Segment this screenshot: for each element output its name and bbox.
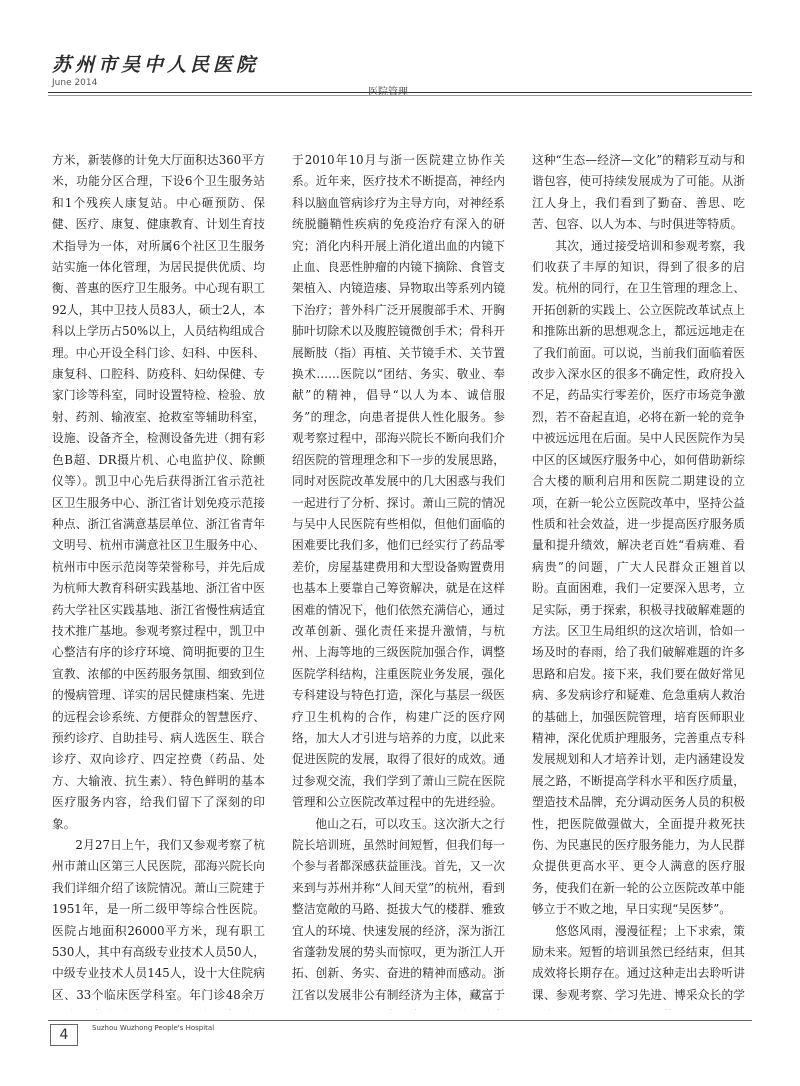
paragraph: 2月27日上午，我们又参观考察了杭州市萧山区第三人民医院，邵海兴院长向我们详细介绍了该院情况。萧山三院建于1951年，是一所二级甲等综合性医院。医院占地面积26000平方米，现有职工530人，其中有高级专业技术人员50人，中级专业技术人员145人，设十大住院病区、33个临床医学科室。年门诊48余万 [52,838,265,1002]
paragraph: 方米，新装修的计免大厅面积达360平方米，功能分区合理，下设6个卫生服务站和1个残疾人康复站。中心砸预防、保健、医疗、康复、健康教育、计划生育技术指导为一体，对所属6个社区卫生服务站实施一体化管理，为居民提供优质、均衡、普惠的医疗卫生服务。中心现有职工92人，其中卫技人员83人，硕士2人，本科以上学历占50%以上，人员结构组成合理。中心开设全科门诊、妇科、中医科、康复科、口腔科、防疫科、妇幼保健、专家门诊等科室，同时设置特检、检验、放射、药剂、输液室、抢救室等辅助科室，设施、设备齐全，检测设备先进（拥有彩色B超、DR摄片机、心电监护仪、除颤仪等）。凯卫中心先后获得浙江省示范社区卫生服务中心、浙江省计划免疫示范接种点、浙江省满意基层单位、浙江省青年文明号、杭州市满意社区卫生服务中心、杭州市中医示范岗等荣誉称号，并先后成为杭师大教育科研实践基地、浙江省中医药大学社区实践基地、浙江省慢性病适宜技术推广基地。参观考察过程中，凯卫中心整洁有序的诊疗环境、简明扼要的卫生宣教、浓郁的中医药服务氛围、细致到位的慢病管理、详实的居民健康档案、先进的远程会诊系统、方便群众的智慧医疗、预约诊疗、自助挂号、病人选医生、联合诊疗、双向诊疗、四定控费（药品、处方、大输液、抗生素）、特色鲜明的基本医疗服务内容，给我们留下了深刻的印象。 [52,153,265,831]
article-column-1 [52,150,265,1010]
article-column-2 [292,150,505,1010]
page-number: 4 [50,1024,78,1046]
footer-rule [48,1020,752,1021]
paragraph: 他山之石，可以攻玉。这次浙大之行院长培训班，虽然时间短暂，但我们每一个参与者都深感获益匪浅。首先，又一次来到与苏州并称“人间天堂”的杭州，看到整洁宽敞的马路、挺拔大气的楼群、雅致宜人的环境、快速发展的经济，深为浙江省蓬勃发展的势头而惊叹，更为浙江人开拓、创新、务实、奋进的精神而感动。浙江省以发展非公有制经济为主体，藏富于 [292,816,505,1002]
article-column-3 [532,150,745,1010]
paragraph: 其次，通过接受培训和参观考察，我们收获了丰厚的知识，得到了很多的启发。杭州的同行，在卫生管理的理念上、开拓创新的实践上、公立医院改革试点上和推陈出新的思想观念上，都远远地走在了我们前面。可以说，当前我们面临着医改步入深水区的很多不确定性，政府投入不足，药品实行零差价，医疗市场竞争激烈，若不奋起直追，必将在新一轮的竞争中被远远甩在后面。吴中人民医院作为吴中区的区域医疗服务中心，如何借助新综合大楼的顺利启用和医院二期建设的立项，在新一轮公立医院改革中，坚持公益性质和社会效益，进一步提高医疗服务质量和提升绩效，解决老百姓“看病难、看病贵”的问题，广大人民群众正翘首以盼。直面困难，我们一定要深入思考，立足实际，勇于探索，积极寻找破解难题的方法。区卫生局组织的这次培训，恰如一场及时的春雨，给了我们破解难题的许多思路和启发。接下来，我们要在做好常见病、多发病诊疗和疑难、危急重病人救治的基础上，加强医院管理，培育医师职业精神，深化优质护理服务，完善重点专科发展规划和人才培养计划，走内涵建设发展之路，不断提高学科水平和医疗质量，塑造技术品牌，充分调动医务人员的积极性，把医院做强做大，全面提升救死扶伤、为民惠民的医疗服务能力，为人民群众提供更高水平、更令人满意的医疗服务，使我们在新一轮的公立医院改革中能够立于不败之地，早日实现“吴医梦”。 [532,238,745,917]
paragraph: 于2010年10月与浙一医院建立协作关系。近年来，医疗技术不断提高，神经内科以脑血管病诊疗为主导方向，对神经系统脱髓鞘性疾病的免疫治疗有深入的研究；消化内科开展上消化道出血的内镜下止血、良恶性肿瘤的内镜下摘除、食管支架植入、内镜造瘘、异物取出等系列内镜下治疗；普外科广泛开展腹部手术、开胸肺叶切除术以及腹腔镜微创手术；骨科开展断肢（指）再植、关节镜手术、关节置换术……医院以“团结、务实、敬业、奉献”的精神，倡导“以人为本、诚信服务”的理念，向患者提供人性化服务。参观考察过程中，邵海兴院长不断向我们介绍医院的管理理念和下一步的发展思路，同时对医院改革发展中的几大困惑与我们一起进行了分析、探讨。萧山三院的情况与吴中人民医院有些相似，但他们面临的困难要比我们多，他们已经实行了药品零差价，房屋基建费用和大型设备购置费用也基本上要靠自己筹资解决，就是在这样困难的情况下，他们依然充满信心，通过改革创新、强化责任来提升激情，与杭州、上海等地的三级医院加强合作，调整医院学科结构，注重医院业务发展，强化专科建设与特色打造，深化与基层一级医疗卫生机构的合作，构建广泛的医疗网络，加大人才引进与培养的力度，以此来促进医院的发展，取得了很好的成效。通过参观交流，我们学到了萧山三院在医院管理和公立医院改革过程中的先进经验。 [292,153,505,810]
section-label: 医院管理 [368,87,408,98]
footer-journal-name: Suzhou Wuzhong People's Hospital [92,1024,215,1032]
header-rule-thin [48,95,752,96]
paragraph: 这种“生态—经济—文化”的精彩互动与和谐包容，使可持续发展成为了可能。从浙江人身上，我们看到了勤奋、善思、吃苦、包容、以人为本、与时俱进等特质。 [532,153,745,232]
header-rule [48,92,752,93]
journal-title: 苏州市吴中人民医院 [52,54,260,76]
issue-date: June 2014 [52,78,98,88]
paragraph: 悠悠风雨，漫漫征程；上下求索，策励未来。短暂的培训虽然已经结束，但其成效将长期存在。通过这种走出去聆听讲课、参观考察、学习先进、博采众长的学 [532,923,745,1002]
